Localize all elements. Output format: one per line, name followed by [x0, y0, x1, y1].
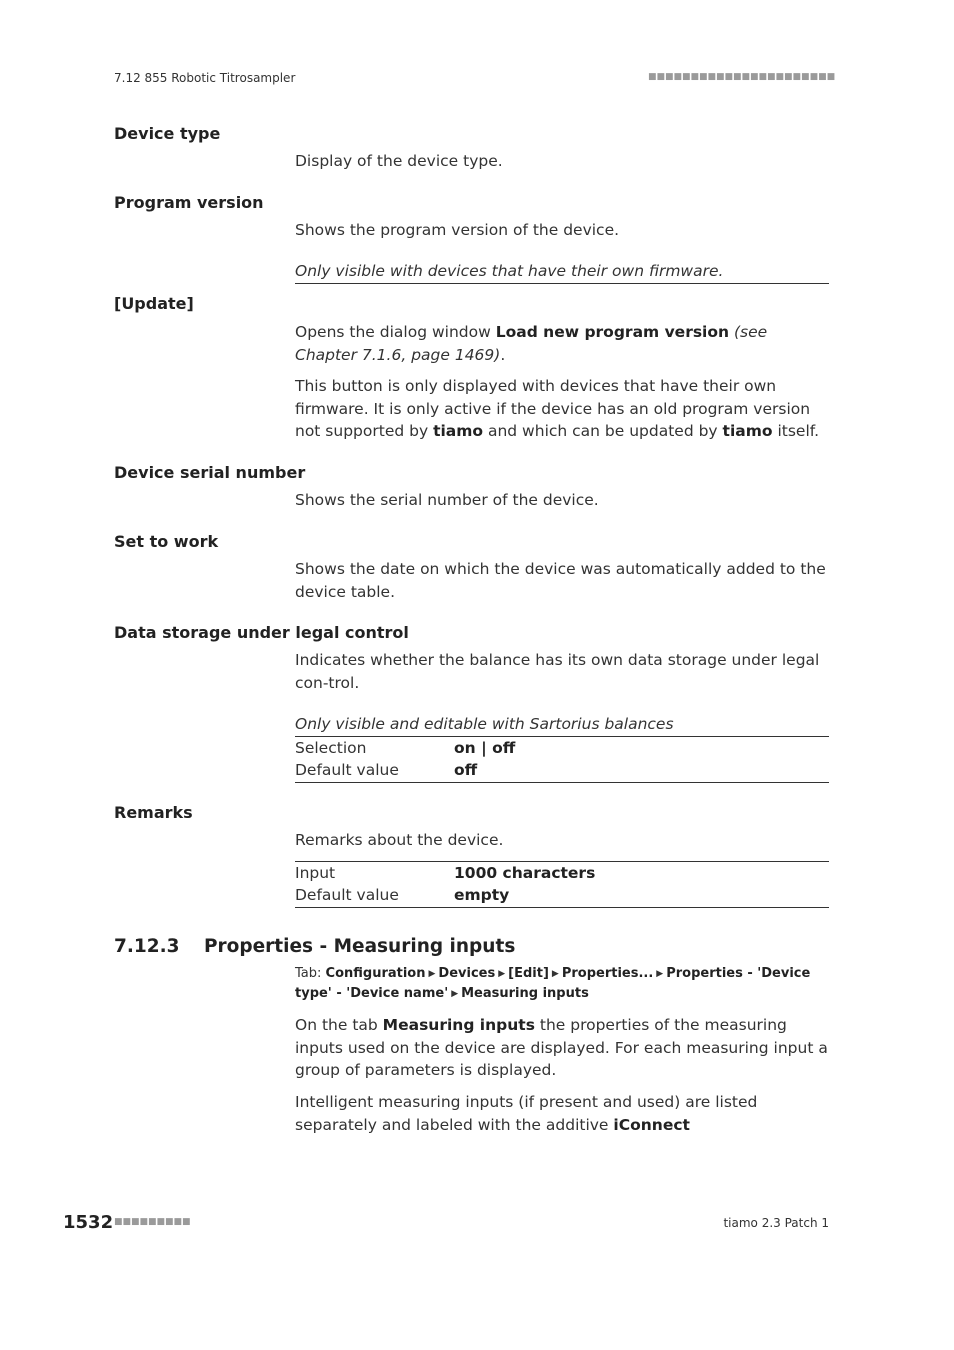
data-storage-title: Data storage under legal control	[114, 623, 409, 642]
path-item: Devices	[438, 966, 496, 981]
path-item: [Edit]	[508, 966, 549, 981]
section-number: 7.12.3	[114, 936, 180, 957]
data-storage-desc: Indicates whether the balance has its own data storage under legal con-trol.	[295, 651, 820, 692]
device-type-desc: Display of the device type.	[295, 152, 503, 170]
chapter-reference: (see Chapter 7.1.6, page 1469)	[295, 323, 768, 364]
row-key: Input	[295, 864, 336, 882]
measuring-inputs-paragraph-2: Intelligent measuring inputs (if present and used) are listed separately and labeled with the additive iConnect	[295, 1093, 758, 1134]
data-storage-note: Only visible and editable with Sartorius balances	[295, 715, 674, 733]
update-paragraph-1: Opens the dialog window Load new program version (see Chapter 7.1.6, page 1469).	[295, 323, 768, 364]
running-header: 7.12 855 Robotic Titrosampler	[114, 71, 296, 85]
dialog-name: Load new program version	[495, 323, 730, 341]
measuring-inputs-paragraph-1: On the tab Measuring inputs the properties of the measuring inputs used on the device are displayed. For each measuring input a group of parameters is displayed.	[295, 1016, 828, 1079]
set-to-work-title: Set to work	[114, 532, 219, 551]
row-key: Default value	[295, 761, 399, 779]
table-bottom-rule	[295, 782, 829, 783]
header-decoration: ■■■■■■■■■■■■■■■■■■■■■■	[648, 72, 836, 82]
table-bottom-rule	[295, 907, 829, 908]
program-version-note: Only visible with devices that have their own firmware.	[295, 262, 724, 280]
update-title: [Update]	[114, 294, 194, 313]
remarks-title: Remarks	[114, 803, 193, 822]
table-row	[295, 759, 829, 781]
arrow-right-icon: ▶	[656, 969, 664, 979]
program-version-desc: Shows the program version of the device.	[295, 221, 620, 239]
row-value: 1000 characters	[454, 864, 596, 882]
row-key: Default value	[295, 886, 399, 904]
row-value: off	[454, 761, 478, 779]
serial-title: Device serial number	[114, 463, 306, 482]
table-row	[295, 862, 829, 884]
table-row	[295, 737, 829, 759]
device-type-title: Device type	[114, 124, 221, 143]
remarks-desc: Remarks about the device.	[295, 831, 504, 849]
arrow-right-icon: ▶	[498, 969, 506, 979]
section-heading	[114, 936, 515, 957]
row-value: empty	[454, 886, 510, 904]
remarks-table	[295, 862, 829, 906]
path-item: Properties - 'Device type' - 'Device name'	[295, 966, 811, 1001]
arrow-right-icon: ▶	[551, 969, 559, 979]
arrow-right-icon: ▶	[428, 969, 436, 979]
program-version-title: Program version	[114, 193, 264, 212]
path-item: Configuration	[325, 966, 426, 981]
arrow-right-icon: ▶	[451, 989, 459, 999]
tab-path: Tab: Configuration ▶ Devices ▶ [Edit] ▶ Properties... ▶ Properties - 'Device type' - 'Device name' ▶ Measuring inputs	[295, 966, 811, 1001]
path-item: Measuring inputs	[461, 986, 589, 1001]
set-to-work-desc: Shows the date on which the device was automatically added to the device table.	[295, 560, 826, 601]
update-paragraph-2: This button is only displayed with devices that have their own firmware. It is only active if the device has an old program version not supported by tiamo and which can be updated by tiamo itself.	[295, 377, 820, 440]
serial-desc: Shows the serial number of the device.	[295, 491, 599, 509]
data-storage-table	[295, 737, 829, 781]
page-number: 1532	[63, 1212, 114, 1233]
section-title: Properties - Measuring inputs	[204, 936, 516, 957]
row-value: on | off	[454, 739, 516, 757]
footer-decoration: ■■■■■■■■■	[114, 1217, 191, 1227]
footer-product: tiamo 2.3 Patch 1	[723, 1216, 829, 1230]
table-row	[295, 884, 829, 906]
row-key: Selection	[295, 739, 367, 757]
divider	[295, 283, 829, 284]
path-item: Properties...	[561, 966, 654, 981]
